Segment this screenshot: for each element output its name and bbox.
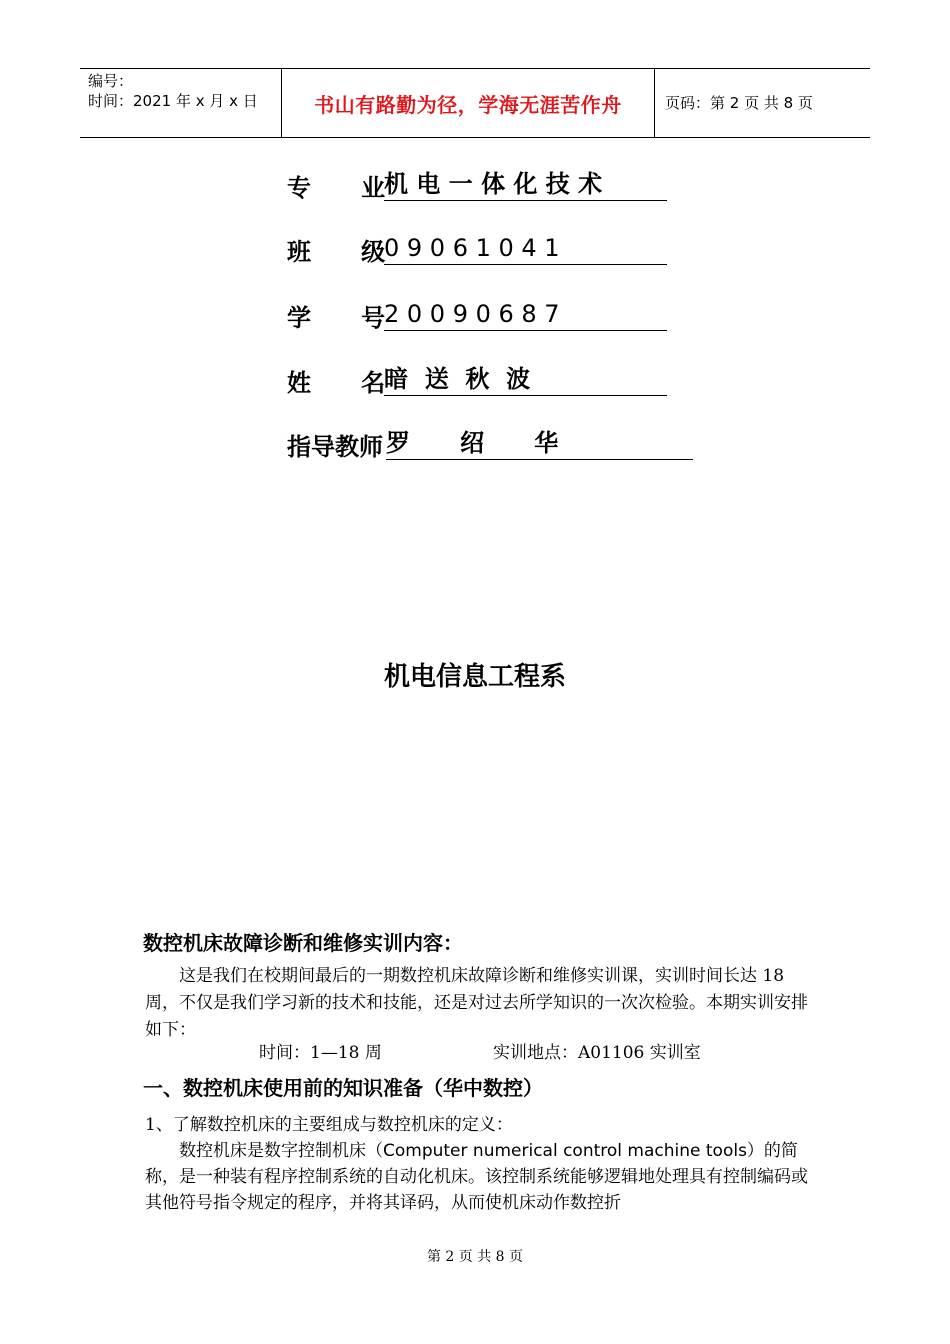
page-footer: 第 2 页 共 8 页	[426, 1249, 524, 1265]
major-label: 专 业	[287, 174, 386, 202]
teacher-label: 指导教师	[287, 433, 383, 461]
major-value: 机 电 一 体 化 技 术	[384, 168, 667, 201]
intro-paragraph: 这是我们在校期间最后的一期数控机床故障诊断和维修实训课，实训时间长达 18 周，不仅是我们学习新的技术和技能，还是对过去所学知识的一次次检验。本期实训安排如下：	[145, 966, 808, 1040]
major-row	[287, 168, 677, 208]
name-row	[287, 363, 677, 403]
number-label: 编号：	[88, 72, 134, 90]
class-row	[287, 232, 677, 272]
header-meta	[80, 69, 280, 137]
id-label: 学 号	[287, 304, 386, 332]
motto-text: 书山有路勤为径，学海无涯苦作舟	[314, 92, 622, 117]
document-header	[80, 68, 870, 138]
section-title: 数控机床故障诊断和维修实训内容：	[143, 931, 463, 955]
item-one: 1、了解数控机床的主要组成与数控机床的定义：	[145, 1115, 513, 1135]
department-title: 机电信息工程系	[383, 662, 566, 692]
teacher-row	[287, 427, 707, 467]
id-value: 2 0 0 9 0 6 8 7	[384, 298, 667, 331]
definition-paragraph: 数控机床是数字控制机床（Computer numerical control machine tools）的简称，是一种装有程序控制系统的自动化机床。该控制系统能够逻辑地处理具有控制编码或其他符号指令规定的程序，并将其译码，从而使机床动作数控折	[145, 1141, 808, 1213]
teacher-value: 罗 绍 华	[386, 427, 693, 460]
id-row	[287, 298, 677, 338]
class-label: 班 级	[287, 238, 386, 266]
header-motto-cell	[281, 69, 655, 137]
name-label: 姓 名	[287, 369, 386, 397]
schedule-time: 时间：1—18 周	[259, 1043, 382, 1063]
schedule-place: 实训地点：A01106 实训室	[493, 1043, 701, 1063]
class-value: 0 9 0 6 1 0 4 1	[384, 232, 667, 265]
header-page-cell	[655, 69, 870, 137]
time-label: 时间：2021 年 x 月 x 日	[88, 92, 258, 110]
page-info: 页码：第 2 页 共 8 页	[665, 94, 813, 112]
heading-one: 一、数控机床使用前的知识准备（华中数控）	[143, 1076, 543, 1100]
name-value: 暗 送 秋 波	[384, 363, 667, 396]
